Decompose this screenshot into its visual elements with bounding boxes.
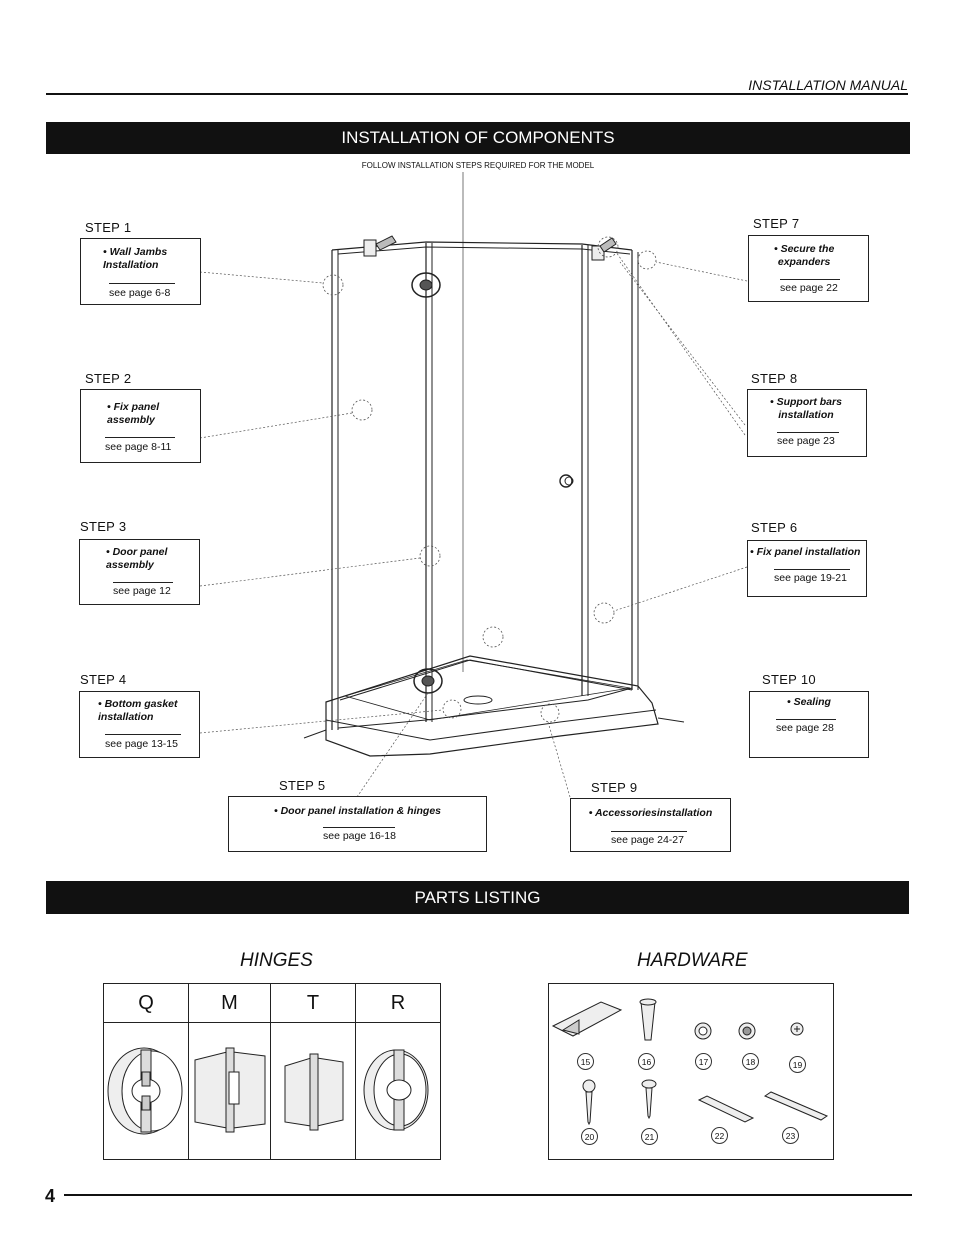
flat-screw-icon xyxy=(642,1080,656,1088)
step-6-see-page: see page 19-21 xyxy=(774,572,847,584)
hinge-header-t: T xyxy=(271,984,356,1022)
step-9-box xyxy=(570,798,731,852)
step-6-label: STEP 6 xyxy=(751,520,798,535)
hinge-q-icon xyxy=(104,1022,189,1160)
part-number-18: 18 xyxy=(742,1053,759,1070)
step-7-desc: • Secure the expanders xyxy=(774,243,835,268)
step-7-box xyxy=(748,235,869,302)
hinge-m-icon xyxy=(189,1022,271,1160)
step-5-separator xyxy=(323,827,395,828)
part-number-20: 20 xyxy=(581,1128,598,1145)
part-number-23: 23 xyxy=(782,1127,799,1144)
hinges-table xyxy=(103,983,441,1160)
step-6-desc: • Fix panel installation xyxy=(750,546,861,558)
step-3-box xyxy=(79,539,200,605)
hinge-header-q: Q xyxy=(104,984,189,1022)
hinge-t-icon xyxy=(271,1022,356,1160)
part-number-19: 19 xyxy=(789,1056,806,1073)
wall-anchor-icon xyxy=(641,1002,655,1040)
step-4-box xyxy=(79,691,200,758)
step-5-see-page: see page 16-18 xyxy=(323,830,396,842)
support-bar-long-icon xyxy=(765,1092,827,1120)
part-number-22: 22 xyxy=(711,1127,728,1144)
step-1-desc: • Wall Jambs Installation xyxy=(103,246,168,271)
long-screw-icon xyxy=(583,1080,595,1092)
step-7-see-page: see page 22 xyxy=(780,282,838,294)
step-4-label: STEP 4 xyxy=(80,672,127,687)
step-10-desc: • Sealing xyxy=(787,696,831,708)
step-6-separator xyxy=(774,569,850,570)
step-1-see-page: see page 6-8 xyxy=(109,287,171,299)
step-7-label: STEP 7 xyxy=(753,216,800,231)
part-number-15: 15 xyxy=(577,1053,594,1070)
step-10-label: STEP 10 xyxy=(762,672,816,687)
step-2-see-page: see page 8-11 xyxy=(105,441,172,453)
step-9-see-page: see page 24-27 xyxy=(611,834,684,846)
step-8-box xyxy=(747,389,867,457)
hinge-header-r: R xyxy=(390,991,406,1014)
step-3-separator xyxy=(113,582,173,583)
step-3-see-page: see page 12 xyxy=(113,585,171,597)
hinges-title: HINGES xyxy=(240,950,313,971)
follow-steps-note: FOLLOW INSTALLATION STEPS REQUIRED FOR THE MODEL xyxy=(361,161,595,170)
step-8-label: STEP 8 xyxy=(751,371,798,386)
step-3-label: STEP 3 xyxy=(80,519,127,534)
step-4-separator xyxy=(105,734,181,735)
step-8-separator xyxy=(777,432,839,433)
hinge-cell-t xyxy=(271,1022,356,1159)
step-10-see-page: see page 28 xyxy=(776,722,834,734)
step-5-label: STEP 5 xyxy=(279,778,326,793)
step-1-label: STEP 1 xyxy=(85,220,132,235)
hinge-header-m: M xyxy=(189,984,271,1022)
hinge-r-icon xyxy=(356,1022,440,1160)
footer-rule xyxy=(64,1194,912,1196)
step-3-desc: • Door panel assembly xyxy=(106,546,168,571)
step-2-desc: • Fix panel assembly xyxy=(107,401,160,426)
step-1-separator xyxy=(109,283,175,284)
hinge-cell-q xyxy=(104,1022,189,1159)
gasket-strip-icon xyxy=(553,1002,621,1036)
hardware-box xyxy=(548,983,834,1160)
hinge-cell-m xyxy=(189,1022,271,1159)
step-2-separator xyxy=(105,437,175,438)
step-2-label: STEP 2 xyxy=(85,371,132,386)
hinge-cell-r xyxy=(356,1022,440,1159)
section-parts-band xyxy=(46,881,909,914)
step-8-see-page: see page 23 xyxy=(777,435,835,447)
step-7-separator xyxy=(780,279,840,280)
step-4-see-page: see page 13-15 xyxy=(105,738,178,750)
support-bar-icon xyxy=(699,1096,753,1122)
step-9-separator xyxy=(611,831,687,832)
section-parts-title: PARTS LISTING xyxy=(414,887,541,907)
step-6-box xyxy=(747,540,867,597)
step-9-desc: • Accessoriesinstallation xyxy=(588,807,713,819)
step-4-desc: • Bottom gasket installation xyxy=(98,698,178,723)
part-number-17: 17 xyxy=(695,1053,712,1070)
step-5-box xyxy=(228,796,487,852)
step-1-box xyxy=(80,238,201,305)
step-5-desc: • Door panel installation & hinges xyxy=(273,805,442,817)
page-number: 4 xyxy=(45,1186,56,1206)
manual-title: INSTALLATION MANUAL xyxy=(748,77,908,93)
part-number-21: 21 xyxy=(641,1128,658,1145)
hardware-title: HARDWARE xyxy=(637,950,748,971)
step-8-desc: • Support bars installation xyxy=(770,396,842,421)
step-10-separator xyxy=(776,719,836,720)
step-10-box xyxy=(749,691,869,758)
step-2-box xyxy=(80,389,201,463)
part-number-16: 16 xyxy=(638,1053,655,1070)
section-installation-title: INSTALLATION OF COMPONENTS xyxy=(341,128,615,147)
step-9-label: STEP 9 xyxy=(591,780,638,795)
